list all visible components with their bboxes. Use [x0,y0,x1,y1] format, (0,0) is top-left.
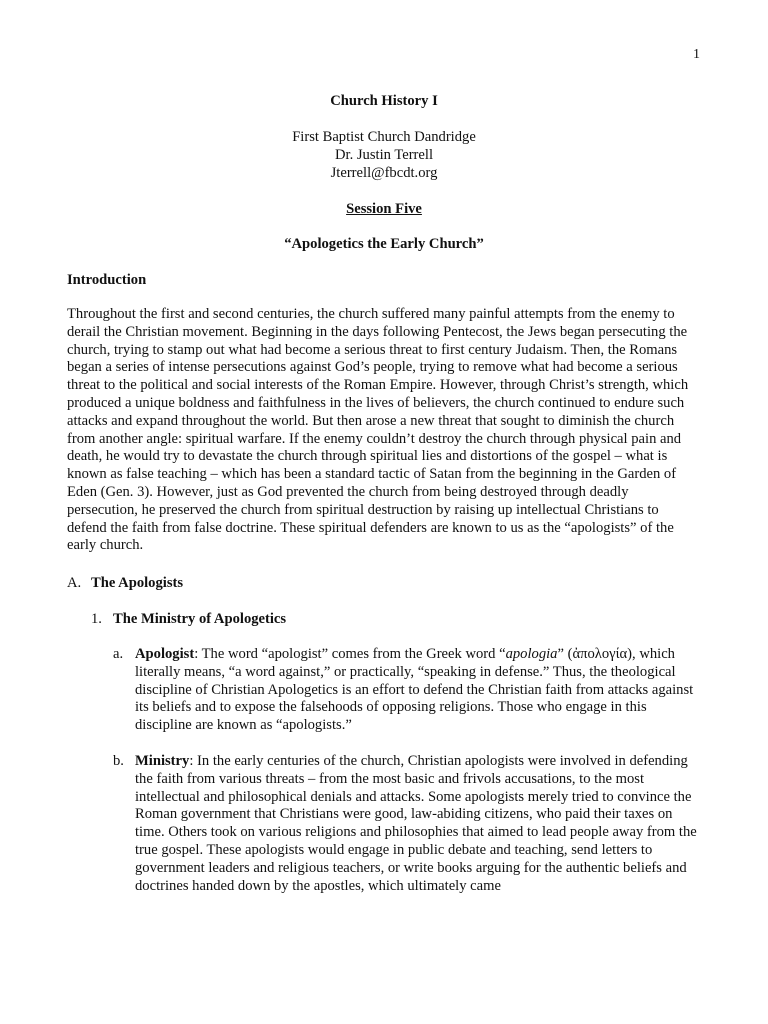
item-apologist [113,646,699,735]
item-b-label: b. [113,753,124,769]
subsection-1-title: The Ministry of Apologetics [113,611,287,627]
email-address: Jterrell@fbcdt.org [330,165,438,181]
section-a-heading [67,575,183,593]
section-a-label: A. [67,575,82,591]
session-label: Session Five [346,201,422,217]
section-a-title: The Apologists [91,575,184,591]
item-ministry [113,753,699,895]
item-b-text [135,753,699,895]
item-b-term: Ministry [135,753,190,769]
item-a-label: a. [113,646,124,662]
item-b-body: : In the early centuries of the church, Christian apologists were involved in defending the faith from various threats – from the most basic and frivols accusations, to the most intellectual and philosophical denials and attacks. Some apologists merely tried to convince the Roman government that Christians were good, law-abiding citizens, who paid their taxes on time. Others took on various religions and philosophies that aimed to lead people away from the true gospel. These apologists would engage in public debate and teaching, send letters to government leaders and religious teachers, or write books arguing for the authentic beliefs and doctrines handed down by the apostles, which ultimately came [135,753,697,894]
course-title: Church History I [330,93,438,109]
teacher-name: Dr. Justin Terrell [334,147,433,163]
page-number: 1 [693,47,700,62]
session-title: “Apologetics the Early Church” [284,236,484,252]
introduction-paragraph [67,306,701,555]
item-a-text-1: : The word “apologist” comes from the Greek word “ [194,646,506,662]
church-name: First Baptist Church Dandridge [292,129,476,145]
introduction-heading: Introduction [67,272,147,288]
subsection-1-label: 1. [91,611,102,627]
item-a-text-2: ” (ἀπολογία), which literally means, “a word against,” or practically, “speaking in defense.” Thus, the theological discipline of Christian Apologetics is an effort to defend the Christian faith from attacks against its beliefs and to expose the falsehoods of opposing religions. Those who engage in this discipline are known as “apologists.” [135,646,694,734]
subsection-1-heading [91,611,286,629]
item-a-greek-word: apologia [505,646,558,662]
introduction-text: Throughout the first and second centuries, the church suffered many painful attempts from the enemy to derail the Christian movement. Beginning in the days following Pentecost, the Jews began persecuting the church, trying to stamp out what had become a serious threat to first century Judaism. Then, the Romans began a series of intense persecutions against God’s people, trying to remove what had become a serious threat to the political and social interests of the Roman Empire. However, through Christ’s strength, which produced a unique boldness and faithfulness in the lives of believers, the church continued to endure such attacks and expand throughout the world. But then arose a new threat that sought to diminish the church from another angle: spiritual warfare. If the enemy couldn’t destroy the church through physical pain and death, he would try to devastate the church through spiritual lies and distortions of the gospel – what is known as false teaching – which has been a standard tactic of Satan from the beginning in the Garden of Eden (Gen. 3). However, just as God prevented the church from being destroyed through deadly persecution, he preserved the church from spiritual destruction by raising up intellectual Christians to defend the faith from false doctrine. These spiritual defenders are known to us as the “apologists” of the early church. [67,306,689,554]
item-a-text [135,646,699,735]
item-a-term: Apologist [135,646,195,662]
